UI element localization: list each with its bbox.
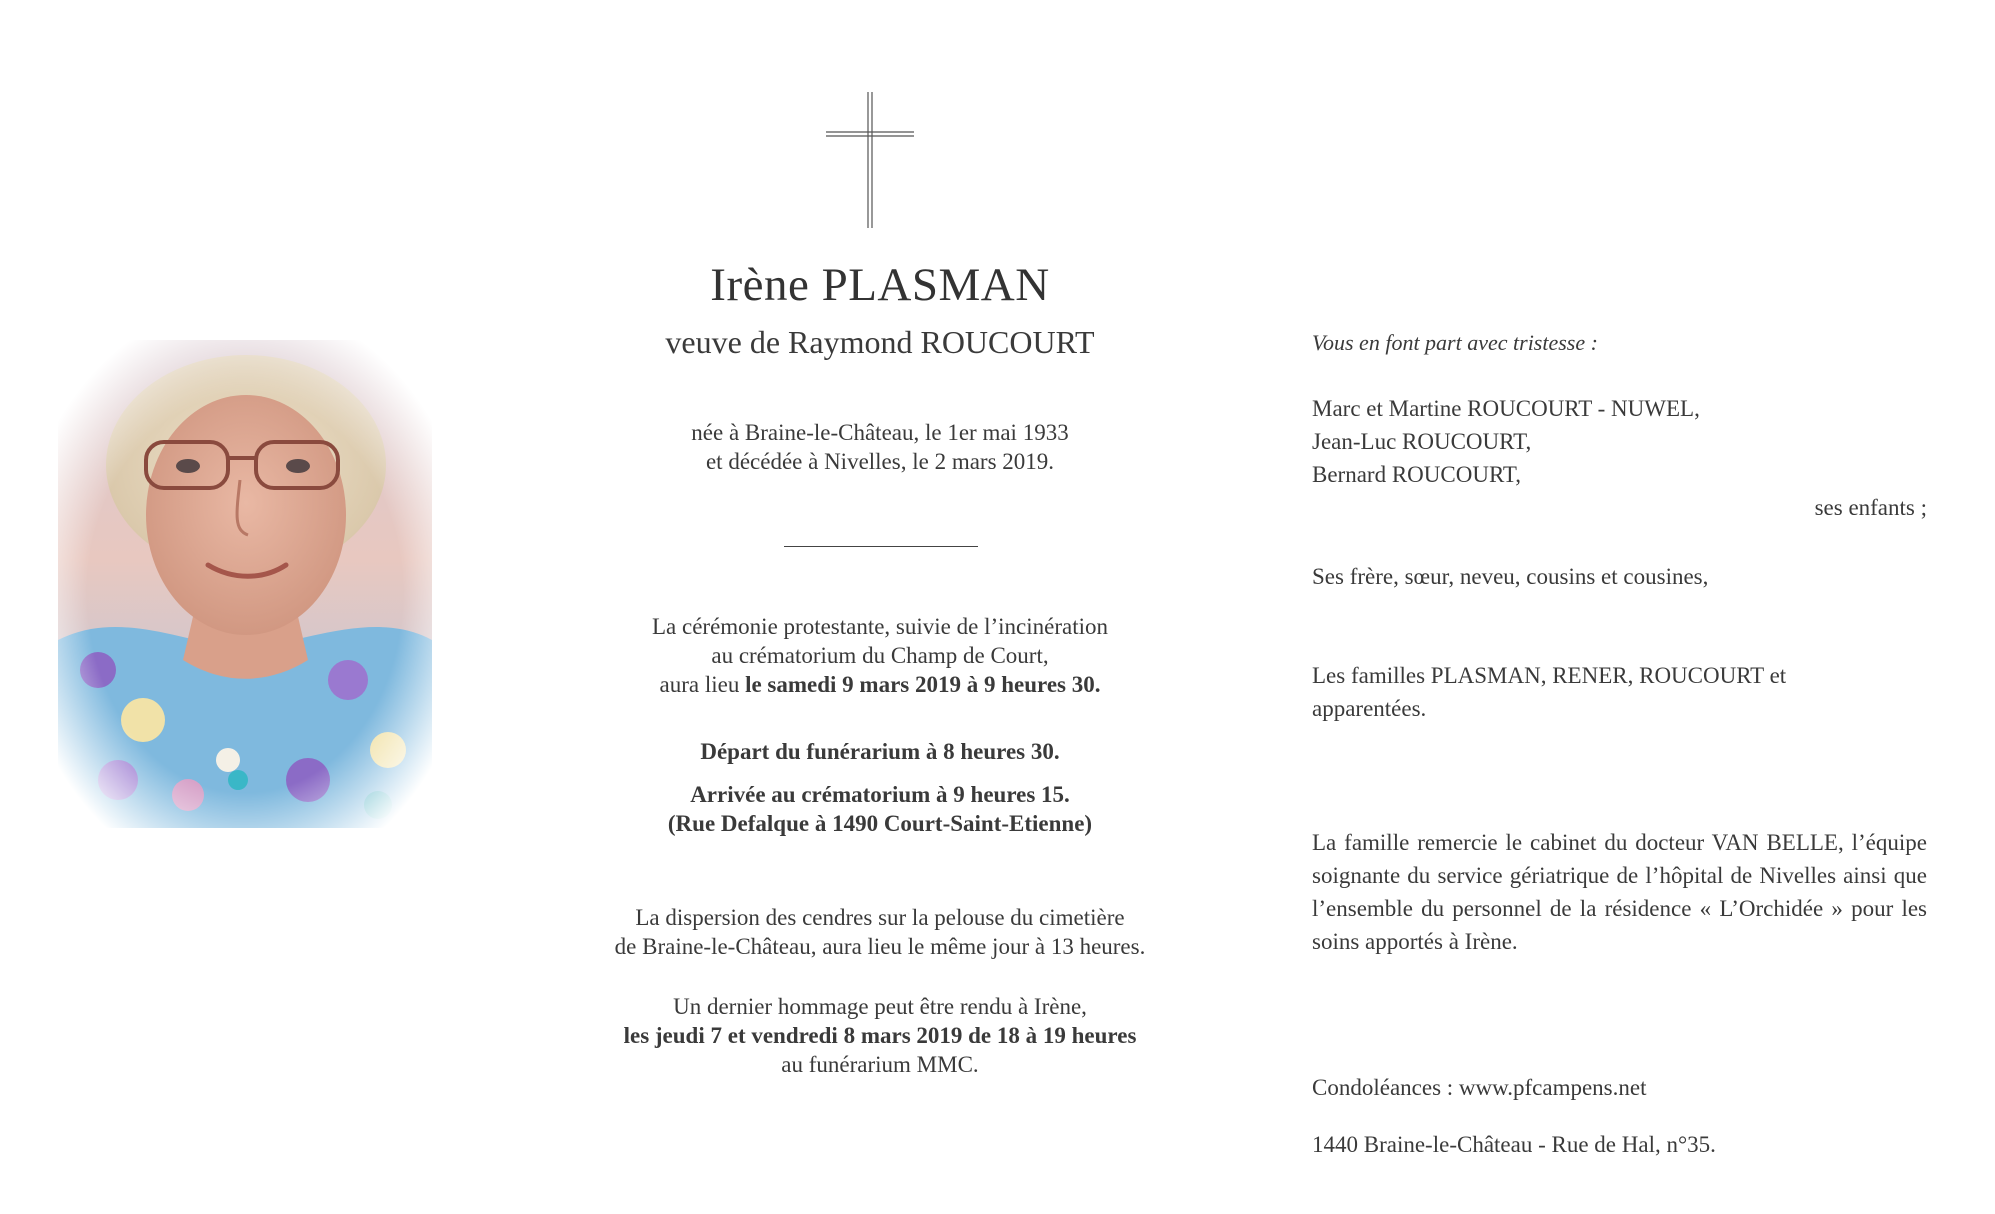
homage-dates: les jeudi 7 et vendredi 8 mars 2019 de 18 à 19 heures	[623, 1023, 1137, 1048]
divider-line	[784, 546, 978, 547]
death-line: et décédée à Nivelles, le 2 mars 2019.	[705, 449, 1055, 474]
family-intro: Vous en font part avec tristesse :	[1312, 330, 1598, 355]
arrival-block	[560, 780, 1200, 838]
arrival-address: (Rue Defalque à 1490 Court-Saint-Etienne)	[667, 811, 1093, 836]
ceremony-line-2: au crématorium du Champ de Court,	[711, 643, 1049, 668]
homage-block	[560, 992, 1200, 1079]
ceremony-date: le samedi 9 mars 2019 à 9 heures 30.	[745, 672, 1101, 697]
homage-line-3: au funérarium MMC.	[781, 1052, 979, 1077]
families-line-1: Les familles PLASMAN, RENER, ROUCOURT et	[1312, 663, 1787, 688]
child-name: Jean-Luc ROUCOURT,	[1312, 429, 1532, 454]
cross-icon	[820, 90, 920, 230]
children-relation: ses enfants ;	[1814, 495, 1927, 520]
scattering-line-2: de Braine-le-Château, aura lieu le même jour à 13 heures.	[614, 934, 1146, 959]
birth-line: née à Braine-le-Château, le 1er mai 1933	[691, 420, 1069, 445]
departure-time: Départ du funérarium à 8 heures 30.	[700, 739, 1060, 764]
widow-of: veuve de Raymond ROUCOURT	[665, 324, 1095, 360]
scattering-line-1: La dispersion des cendres sur la pelouse du cimetière	[635, 905, 1125, 930]
ceremony-line-1: La cérémonie protestante, suivie de l’incinération	[652, 614, 1108, 639]
portrait-photo	[58, 340, 432, 828]
arrival-time: Arrivée au crématorium à 9 heures 15.	[690, 782, 1070, 807]
ceremony-date-prefix: aura lieu	[659, 672, 746, 697]
ceremony-line-3	[560, 670, 1200, 699]
birth-death-block	[560, 418, 1200, 476]
scattering-block	[560, 903, 1200, 961]
deceased-name: Irène PLASMAN	[710, 259, 1050, 311]
children-block	[1312, 392, 1927, 524]
homage-line-1: Un dernier hommage peut être rendu à Irène,	[673, 994, 1087, 1019]
families-block	[1312, 659, 1927, 725]
families-line-2: apparentées.	[1312, 696, 1427, 721]
siblings-line: Ses frère, sœur, neveu, cousins et cousines,	[1312, 564, 1709, 589]
address-line: 1440 Braine-le-Château - Rue de Hal, n°35.	[1312, 1132, 1716, 1157]
condolences-line: Condoléances : www.pfcampens.net	[1312, 1075, 1647, 1100]
ceremony-block	[560, 612, 1200, 699]
thanks-paragraph: La famille remercie le cabinet du docteur VAN BELLE, l’équipe soignante du service gériatrique de l’hôpital de Nivelles ainsi que l’ensemble du personnel de la résidence « L’Orchidée » pour les soins apportés à Irène.	[1312, 830, 1927, 954]
child-name: Marc et Martine ROUCOURT - NUWEL,	[1312, 396, 1700, 421]
child-name: Bernard ROUCOURT,	[1312, 462, 1521, 487]
